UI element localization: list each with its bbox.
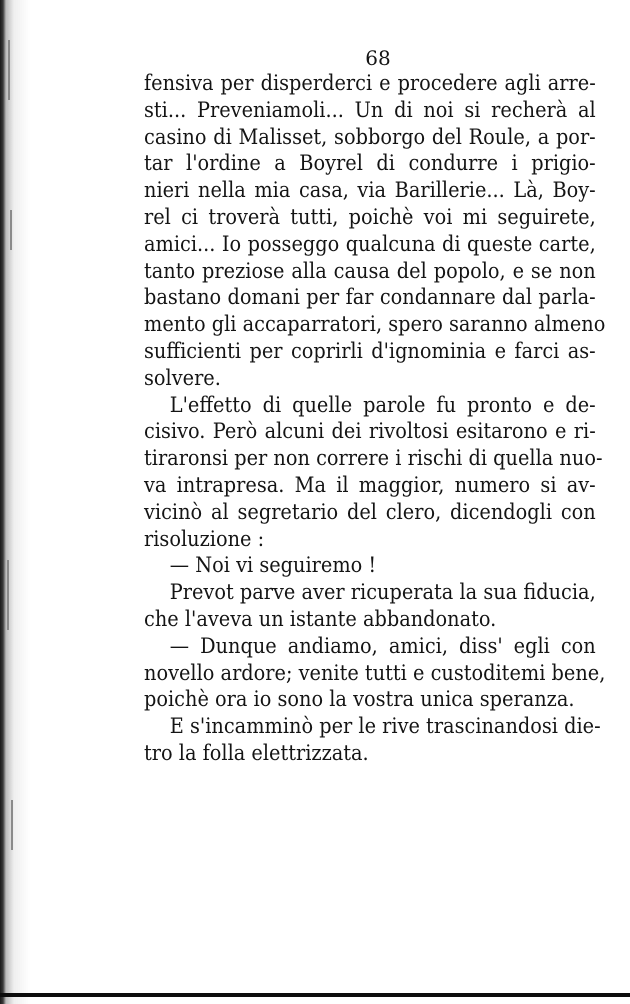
text-line: mento gli accaparratori, spero saranno almeno (144, 312, 606, 337)
text-line: sti... Preveniamoli... Un di noi si recherà al (144, 97, 596, 122)
text-line: solvere. (144, 365, 221, 390)
paragraph (144, 579, 596, 633)
text-line: casino di Malisset, sobborgo del Roule, a por- (144, 124, 596, 149)
edge-speck (11, 800, 13, 850)
text-line: poichè ora io sono la vostra unica speranza. (144, 687, 575, 712)
text-line: bastano domani per far condannare dal parla- (144, 285, 596, 310)
text-line: sufficienti per coprirli d'ignominia e farci as- (144, 338, 596, 363)
text-line: tar l'ordine a Boyrel di condurre i prigio- (144, 151, 596, 176)
paragraph (144, 633, 606, 713)
text-line: L'effetto di quelle parole fu pronto e de- (169, 392, 596, 417)
paragraph (144, 70, 606, 392)
edge-speck (8, 40, 10, 100)
edge-speck (10, 210, 12, 250)
scan-bottom-border (0, 993, 630, 997)
binding-edge (0, 0, 42, 1004)
text-line: E s'incamminò per le rive trascinandosi die- (169, 714, 601, 739)
text-line: Prevot parve aver ricuperata la sua fiducia, (169, 580, 596, 605)
text-line: amici... Io posseggo qualcuna di queste carte, (144, 231, 596, 256)
text-line: rel ci troverà tutti, poichè voi mi seguirete, (144, 204, 596, 229)
text-line: tiraronsi per non correre i rischi di quella nuo- (144, 446, 603, 471)
text-line: — Noi vi seguiremo ! (169, 553, 377, 578)
page-number: 68 (365, 46, 391, 70)
text-line: fensiva per disperderci e procedere agli arre- (144, 71, 596, 95)
text-line: cisivo. Però alcuni dei rivoltosi esitarono e ri- (144, 419, 596, 444)
paragraph (144, 552, 596, 579)
text-line: va intrapresa. Ma il maggior, numero si av- (144, 472, 596, 497)
paragraph (144, 392, 603, 553)
edge-speck (7, 560, 9, 630)
text-line: novello ardore; venite tutti e custoditemi bene, (144, 660, 606, 685)
text-line: vicinò al segretario del clero, dicendogli con (144, 499, 596, 524)
paragraph (144, 713, 601, 767)
text-line: nieri nella mia casa, via Barillerie... Là, Boy- (144, 178, 596, 203)
text-line: che l'aveva un istante abbandonato. (144, 606, 497, 631)
text-line: tro la folla elettrizzata. (144, 740, 369, 765)
text-line: — Dunque andiamo, amici, diss' egli con (169, 633, 596, 658)
text-line: risoluzione : (144, 526, 265, 551)
body-text (144, 70, 606, 767)
text-line: tanto preziose alla causa del popolo, e se non (144, 258, 596, 283)
